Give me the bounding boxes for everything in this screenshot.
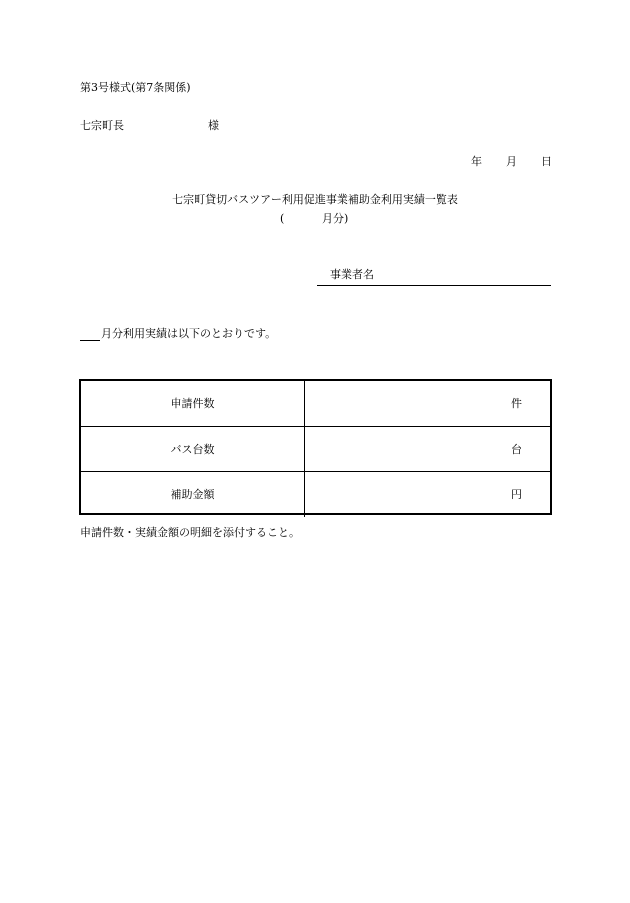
operator-name-label: 事業者名 (330, 268, 374, 281)
statement-month-blank (80, 340, 100, 341)
addressee: 七宗町長 (80, 119, 124, 132)
table-row-unit: 台 (511, 443, 522, 456)
period-unit: 月分) (322, 212, 349, 225)
table-row-label: バス台数 (170, 443, 215, 456)
table-row-unit: 件 (511, 397, 522, 410)
summary-table (79, 379, 552, 515)
table-row-label: 申請件数 (170, 397, 215, 410)
date-day-label: 日 (541, 155, 552, 168)
column-divider (304, 381, 305, 426)
date-month-label: 月 (506, 155, 517, 168)
document-title: 七宗町貸切バスツアー利用促進事業補助金利用実績一覧表 (172, 193, 458, 206)
table-row-label: 補助金額 (170, 488, 215, 501)
column-divider (304, 472, 305, 517)
period-open-paren: ( (280, 212, 285, 225)
statement-text: 月分利用実績は以下のとおりです。 (101, 327, 277, 340)
table-row (81, 381, 550, 426)
date-year-label: 年 (471, 155, 482, 168)
footnote: 申請件数・実績金額の明細を添付すること。 (80, 526, 300, 539)
addressee-honorific: 様 (208, 119, 219, 132)
table-row-unit: 円 (511, 488, 522, 501)
table-row (81, 471, 550, 517)
table-row (81, 426, 550, 472)
column-divider (304, 427, 305, 472)
operator-name-line (317, 285, 551, 286)
form-number: 第3号様式(第7条関係) (80, 81, 191, 94)
